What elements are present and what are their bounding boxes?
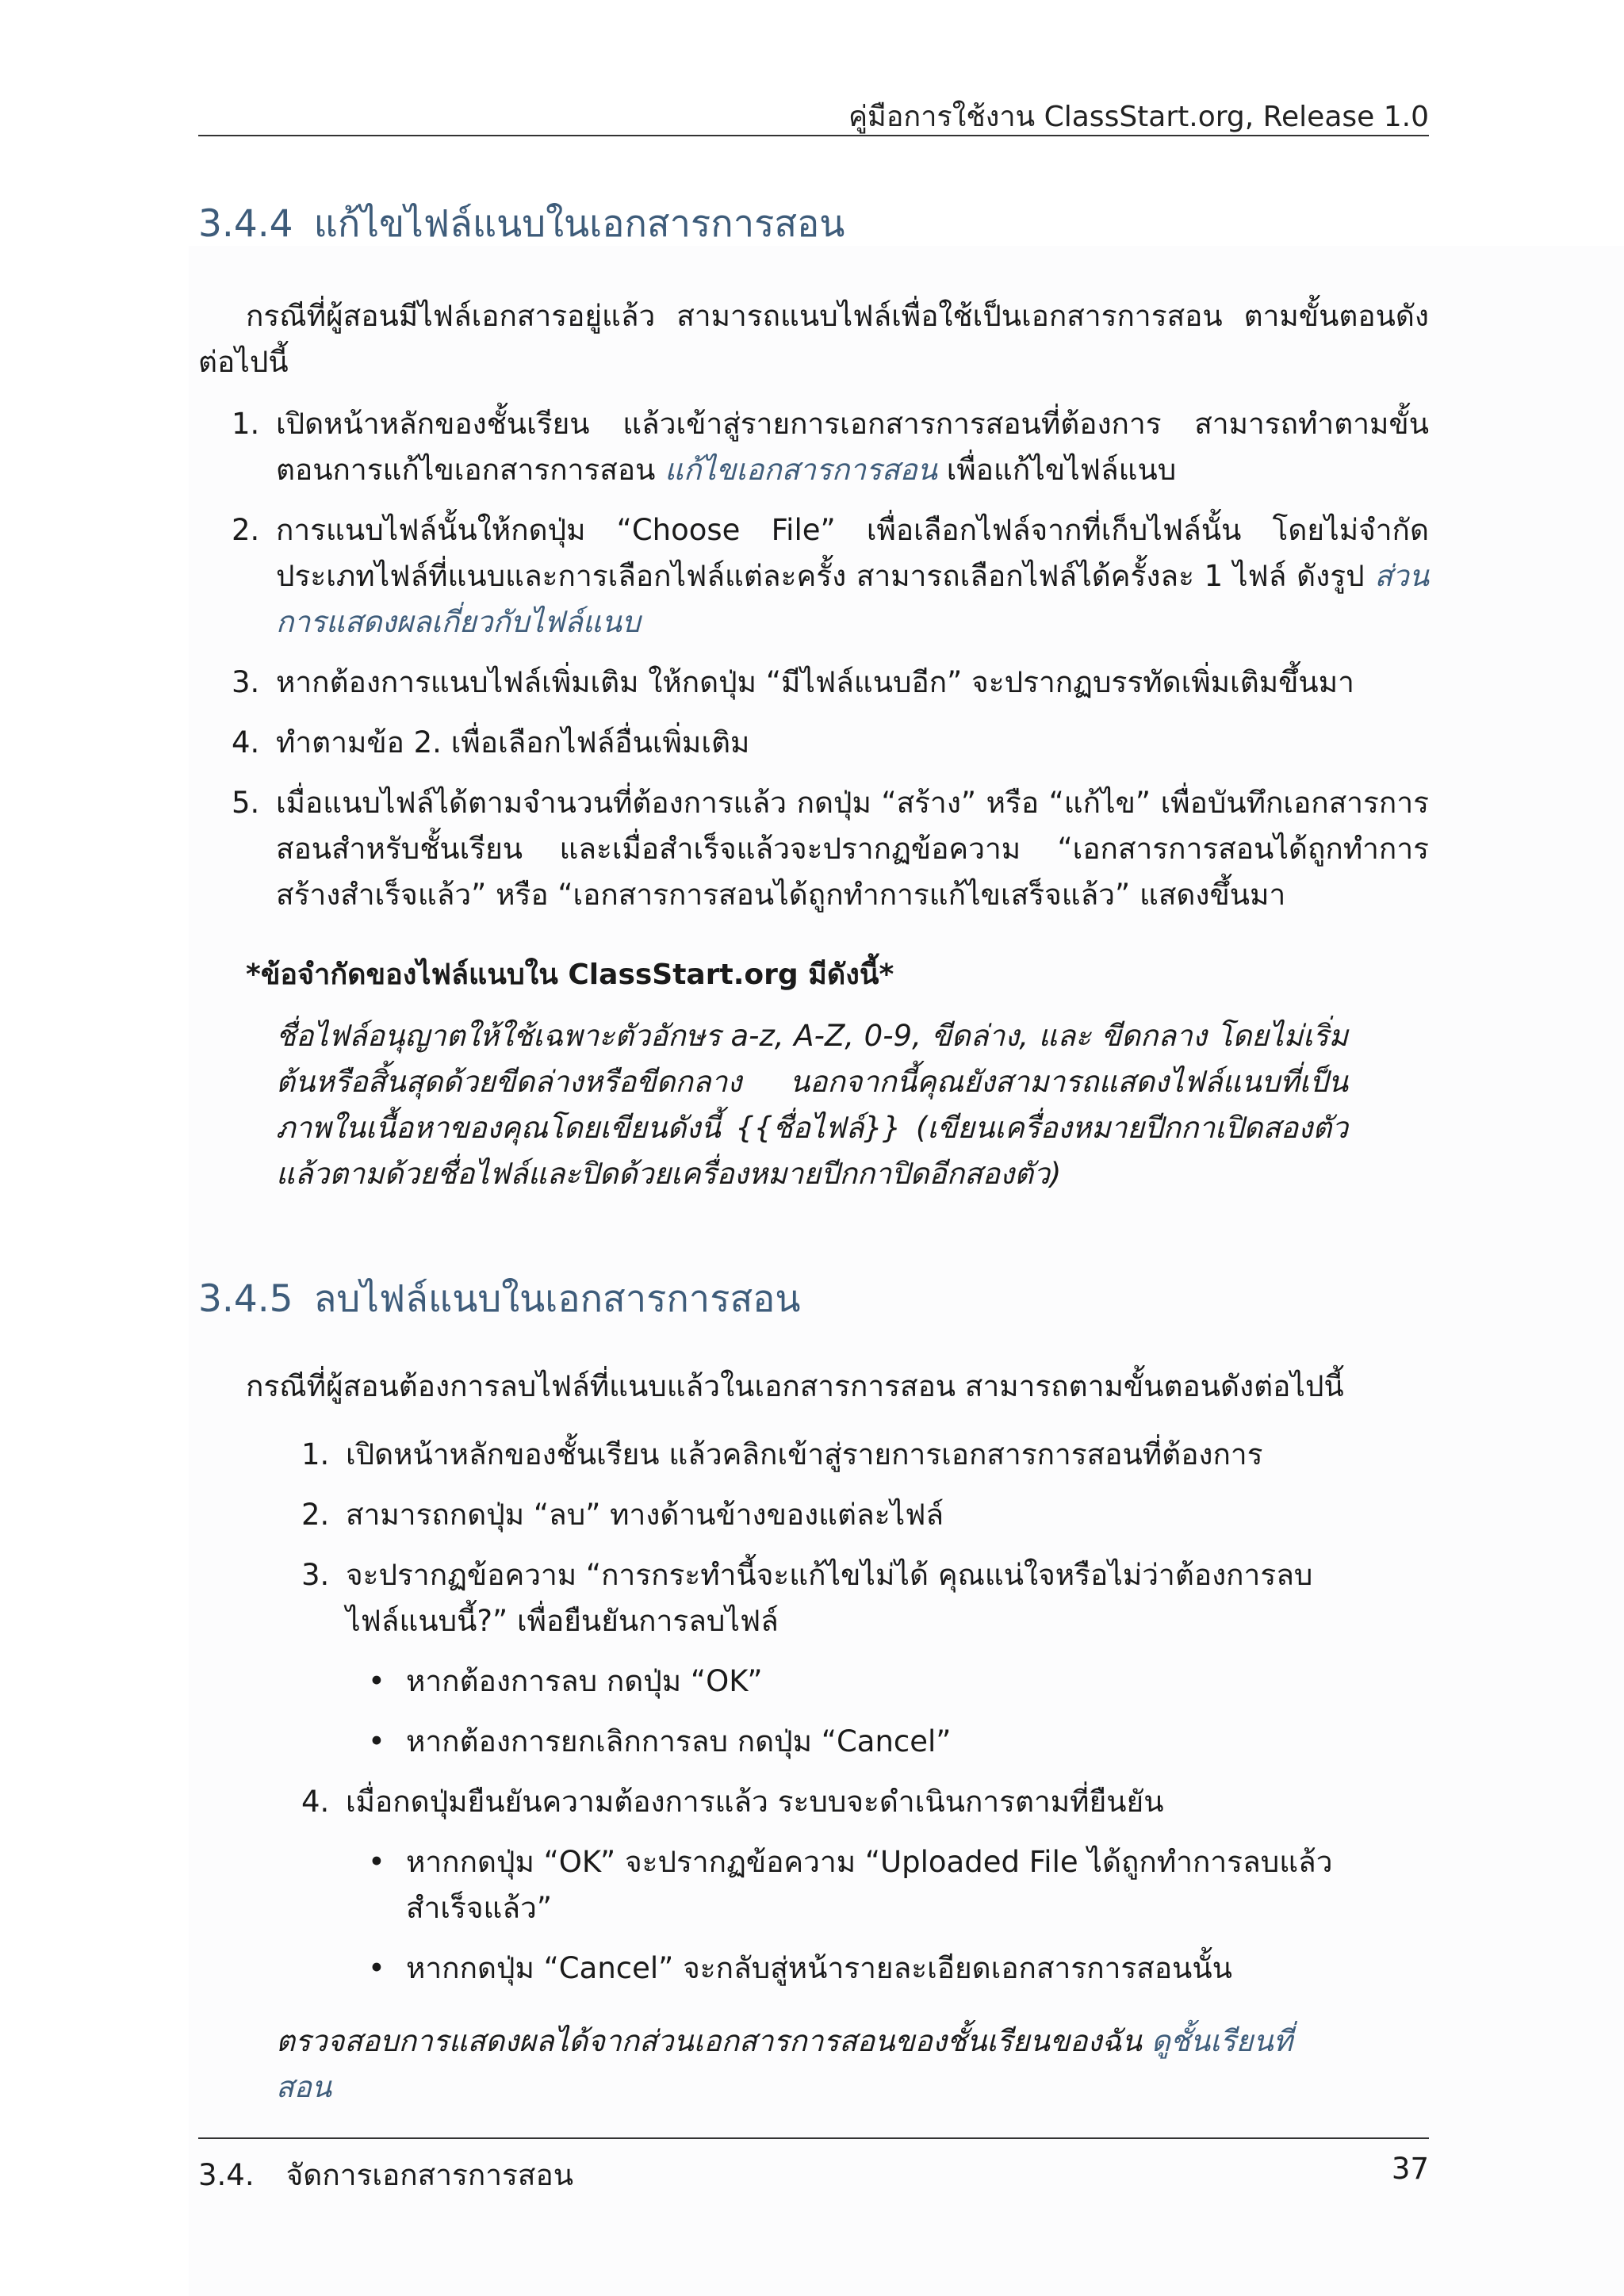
header-rule — [198, 135, 1429, 136]
footer-rule — [198, 2137, 1429, 2139]
section-number: 3.4.4 — [198, 202, 293, 246]
steps-list — [301, 1432, 1348, 2006]
footer-section — [198, 2152, 573, 2198]
view-teaching-classes-link[interactable]: ดูชั้นเรียนที่สอน — [276, 2024, 1293, 2104]
footer-section-title: จัดการเอกสารการสอน — [285, 2158, 574, 2192]
section-intro: กรณีที่ผู้สอนต้องการลบไฟล์ที่แนบแล้วในเอกสารการสอน สามารถตามขั้นตอนดังต่อไปนี้ — [246, 1369, 1344, 1403]
step-number: 4. — [301, 1785, 330, 1819]
step-number: 5. — [232, 786, 260, 820]
step-item — [301, 1552, 1348, 1765]
step-item — [232, 780, 1429, 918]
step-item — [232, 401, 1429, 493]
step-text: เมื่อแนบไฟล์ได้ตามจำนวนที่ต้องการแล้ว กดปุ่ม “สร้าง” หรือ “แก้ไข” เพื่อบันทึกเอกสารการสอนสำหรับชั้นเรียน และเมื่อสำเร็จแล้วจะปรากฏข้อความ “เอกสารการสอนได้ถูกทำการสร้างสำเร็จแล้ว” หรือ “เอกสารการสอนได้ถูกทำการแก้ไขเสร็จแล้ว” แสดงขึ้นมา — [276, 786, 1429, 912]
step-item — [232, 507, 1429, 645]
step-item — [301, 1492, 1348, 1538]
step-number: 2. — [232, 513, 260, 547]
step-text: เปิดหน้าหลักของชั้นเรียน แล้วคลิกเข้าสู่รายการเอกสารการสอนที่ต้องการ — [346, 1437, 1263, 1471]
section-heading-3-4-5 — [198, 1269, 801, 1328]
section-heading-3-4-4 — [198, 193, 845, 253]
bullet-list — [346, 1839, 1348, 1992]
bullet-item: • หากกดปุ่ม “OK” จะปรากฏข้อความ “Uploaded File ได้ถูกทำการลบแล้วสำเร็จแล้ว” — [406, 1839, 1348, 1931]
running-header: คู่มือการใช้งาน ClassStart.org, Release 1.0 — [848, 101, 1429, 133]
closing-paragraph — [276, 2019, 1348, 2110]
step-number: 3. — [232, 665, 260, 699]
step-item — [232, 660, 1429, 706]
attachment-display-link[interactable]: ส่วนการแสดงผลเกี่ยวกับไฟล์แนบ — [276, 559, 1429, 639]
step-text: เปิดหน้าหลักของชั้นเรียน แล้วเข้าสู่รายการเอกสารการสอนที่ต้องการ สามารถทำตามขั้นตอนการแก้ไขเอกสารการสอน — [276, 407, 1429, 487]
step-text: สามารถกดปุ่ม “ลบ” ทางด้านข้างของแต่ละไฟล์ — [346, 1498, 944, 1532]
step-item — [301, 1432, 1348, 1478]
page-number: 37 — [1391, 2152, 1429, 2186]
step-item — [301, 1779, 1348, 1992]
section-intro: กรณีที่ผู้สอนมีไฟล์เอกสารอยู่แล้ว สามารถแนบไฟล์เพื่อใช้เป็นเอกสารการสอน ตามขั้นตอนดังต่อไปนี้ — [198, 299, 1429, 379]
step-text: จะปรากฏข้อความ “การกระทำนี้จะแก้ไขไม่ได้ คุณแน่ใจหรือไม่ว่าต้องการลบไฟล์แนบนี้?” เพื่อยืนยันการลบไฟล์ — [346, 1558, 1313, 1638]
step-text: หากต้องการแนบไฟล์เพิ่มเติม ให้กดปุ่ม “มีไฟล์แนบอีก” จะปรากฏบรรทัดเพิ่มเติมขึ้นมา — [276, 665, 1354, 699]
step-number: 3. — [301, 1558, 330, 1592]
section-title: ลบไฟล์แนบในเอกสารการสอน — [313, 1277, 801, 1321]
step-number: 4. — [232, 725, 260, 760]
bullet-item: • หากต้องการยกเลิกการลบ กดปุ่ม “Cancel” — [406, 1719, 1348, 1765]
section-title: แก้ไขไฟล์แนบในเอกสารการสอน — [313, 202, 845, 246]
bullet-item: • หากกดปุ่ม “Cancel” จะกลับสู่หน้ารายละเอียดเอกสารการสอนนั้น — [406, 1946, 1348, 1992]
edit-document-link[interactable]: แก้ไขเอกสารการสอน — [665, 453, 937, 487]
step-text: การแนบไฟล์นั้นให้กดปุ่ม “Choose File” เพื่อเลือกไฟล์จากที่เก็บไฟล์นั้น โดยไม่จำกัดประเภทไฟล์ที่แนบและการเลือกไฟล์แต่ละครั้ง สามารถเลือกไฟล์ได้ครั้งละ 1 ไฟล์ ดังรูป — [276, 513, 1429, 593]
step-text-tail: เพื่อแก้ไขไฟล์แนบ — [936, 453, 1177, 487]
step-number: 1. — [232, 407, 260, 441]
footer-section-number: 3.4. — [198, 2158, 255, 2192]
steps-list — [232, 401, 1429, 932]
step-text: ทำตามข้อ 2. เพื่อเลือกไฟล์อื่นเพิ่มเติม — [276, 725, 750, 760]
step-number: 1. — [301, 1437, 330, 1471]
step-number: 2. — [301, 1498, 330, 1532]
note-body: ชื่อไฟล์อนุญาตให้ใช้เฉพาะตัวอักษร a-z, A-Z, 0-9, ขีดล่าง, และ ขีดกลาง โดยไม่เริ่มต้นหรือสิ้นสุดด้วยขีดล่างหรือขีดกลาง นอกจากนี้คุณยังสามารถแสดงไฟล์แนบที่เป็นภาพในเนื้อหาของคุณโดยเขียนดังนี้ {{ชื่อไฟล์}} (เขียนเครื่องหมายปีกกาเปิดสองตัวแล้วตามด้วยชื่อไฟล์และปิดด้วยเครื่องหมายปีกกาปิดอีกสองตัว) — [276, 1019, 1348, 1191]
step-text: เมื่อกดปุ่มยืนยันความต้องการแล้ว ระบบจะดำเนินการตามที่ยืนยัน — [346, 1785, 1164, 1819]
step-item — [232, 720, 1429, 766]
bullet-item: • หากต้องการลบ กดปุ่ม “OK” — [406, 1659, 1348, 1705]
note-title: *ข้อจำกัดของไฟล์แนบใน ClassStart.org มีดังนี้* — [246, 959, 894, 991]
closing-text: ตรวจสอบการแสดงผลได้จากส่วนเอกสารการสอนของชั้นเรียนของฉัน — [276, 2024, 1151, 2058]
bullet-list — [346, 1659, 1348, 1765]
section-number: 3.4.5 — [198, 1277, 293, 1321]
